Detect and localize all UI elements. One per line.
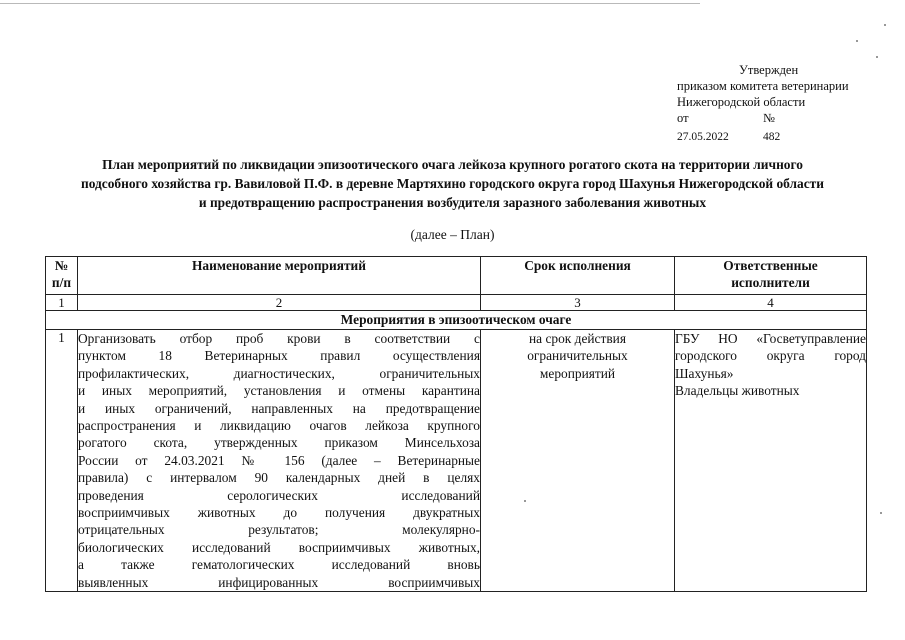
- scan-top-line: [0, 3, 700, 4]
- title-line-1: План мероприятий по ликвидации эпизоотического очага лейкоза крупного рогатого скота на территории личного: [102, 157, 803, 172]
- activity-line: рогатого скота, утвержденных приказом Минсельхоза: [78, 435, 480, 451]
- activity-line: Организовать отбор проб крови в соответствии с: [78, 331, 480, 346]
- header-responsible-line-1: Ответственные: [723, 258, 818, 273]
- activity-line: пунктом 18 Ветеринарных правил осуществления: [78, 348, 480, 364]
- approval-date-row: [677, 129, 897, 145]
- column-number-1: 1: [46, 295, 78, 311]
- scan-speck: [524, 500, 526, 502]
- row-number: 1: [46, 330, 78, 592]
- approval-from-label: от: [677, 111, 689, 125]
- document-subtitle: (далее – План): [410, 227, 495, 242]
- activity-line: распространения и ликвидацию очагов лейкоза крупного: [78, 418, 480, 434]
- header-responsible-line-2: исполнители: [731, 275, 810, 290]
- table-row: [46, 330, 867, 592]
- header-number: [46, 257, 78, 295]
- header-name: Наименование мероприятий: [78, 257, 481, 295]
- approval-line-2: Нижегородской области: [677, 95, 806, 109]
- scan-speck: [884, 24, 886, 26]
- scan-speck: [856, 40, 858, 42]
- column-number-4: 4: [675, 295, 867, 311]
- activity-line: биологических исследований восприимчивых животных,: [78, 539, 480, 555]
- section-title: Мероприятия в эпизоотическом очаге: [46, 311, 867, 330]
- approval-heading: Утвержден: [739, 63, 799, 77]
- plan-table: [45, 256, 867, 592]
- row-responsible: [675, 330, 867, 592]
- responsible-line: Владельцы животных: [675, 383, 800, 399]
- header-term: Срок исполнения: [481, 257, 675, 295]
- activity-line: правила) с интервалом 90 календарных дней в целях: [78, 470, 480, 486]
- approval-number-label: №: [763, 111, 775, 125]
- responsible-line: Шахунья»: [675, 365, 734, 381]
- title-line-3: и предотвращению распространения возбудителя заразного заболевания животных: [198, 195, 707, 210]
- activity-line: восприимчивых животных до получения двукратных: [78, 505, 480, 521]
- activity-line: профилактических, диагностических, ограничительных: [78, 365, 480, 381]
- section-row: [46, 311, 867, 330]
- column-number-row: [46, 295, 867, 311]
- header-responsible: [675, 257, 867, 295]
- row-term: [481, 330, 675, 592]
- activity-line: и иных мероприятий, установления и отмены карантина: [78, 383, 480, 399]
- term-line: мероприятий: [539, 365, 616, 381]
- activity-line: проведения серологических исследований: [78, 487, 480, 503]
- activity-line: отрицательных результатов; молекулярно-: [78, 522, 480, 538]
- column-number-2: 2: [78, 295, 481, 311]
- column-number-3: 3: [481, 295, 675, 311]
- scan-speck: [876, 56, 878, 58]
- activity-line: а также гематологических исследований вновь: [78, 557, 480, 573]
- scan-speck: [880, 512, 882, 514]
- activity-line: выявленных инфицированных восприимчивых: [78, 574, 480, 590]
- approval-number: 482: [763, 131, 781, 143]
- row-activity: [78, 330, 481, 592]
- approval-date: 27.05.2022: [677, 131, 729, 143]
- responsible-line: городского округа город: [675, 348, 866, 364]
- title-line-2: подсобного хозяйства гр. Вавиловой П.Ф. в деревне Мартяхино городского округа город Шахунья Нижегородской области: [81, 176, 824, 191]
- approval-from-row: [677, 110, 897, 126]
- approval-line-1: приказом комитета ветеринарии: [677, 79, 849, 93]
- header-number-line-1: №: [54, 258, 69, 273]
- activity-line: России от 24.03.2021 № 156 (далее – Ветеринарные: [78, 452, 480, 468]
- activity-line: и иных ограничений, направленных на предотвращение: [78, 400, 480, 416]
- approval-block: [677, 62, 897, 145]
- responsible-line: ГБУ НО «Госветуправление: [675, 331, 866, 346]
- document-title: [30, 155, 875, 212]
- table-header-row: [46, 257, 867, 295]
- term-line: ограничительных: [527, 348, 628, 364]
- header-number-line-2: п/п: [51, 275, 72, 290]
- term-line: на срок действия: [528, 331, 626, 346]
